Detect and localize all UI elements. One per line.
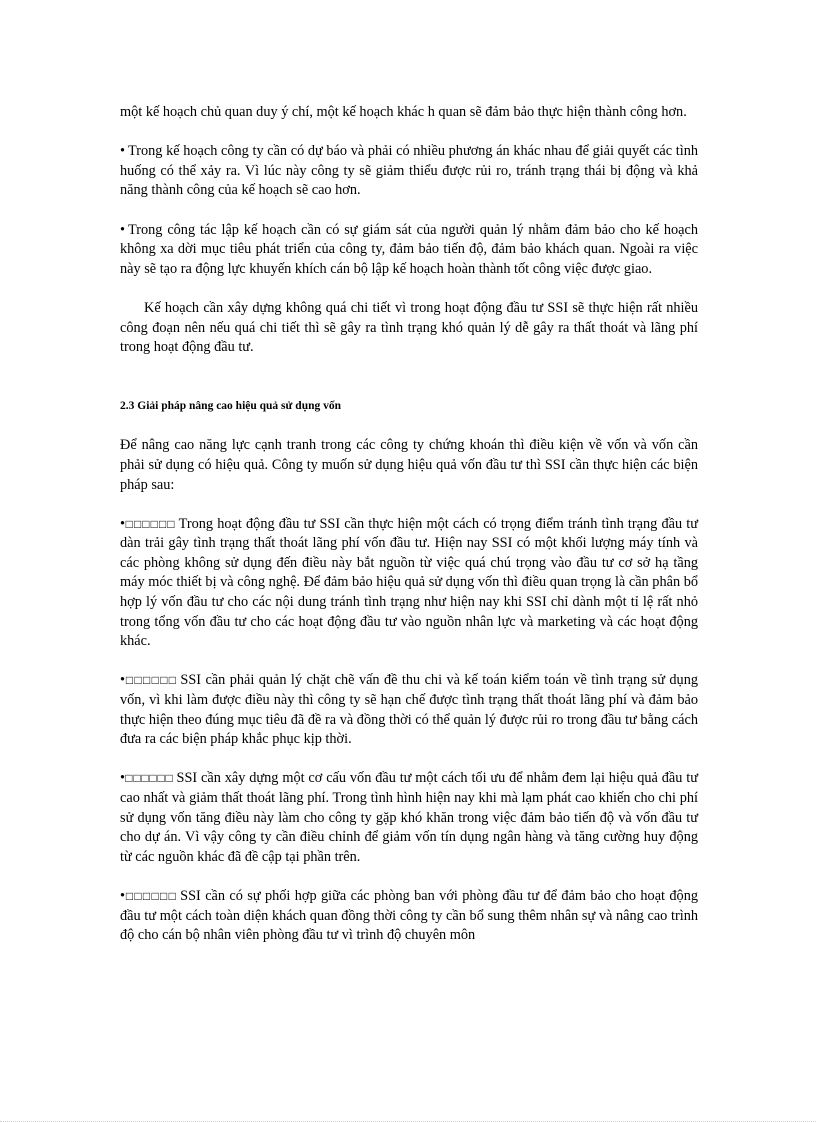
- page-bottom-divider: [0, 1121, 816, 1122]
- bullet-paragraph: [120, 769, 698, 867]
- bullet-icon: •: [120, 143, 126, 160]
- paragraph: [120, 299, 698, 358]
- bullet-paragraph: [120, 887, 698, 946]
- paragraph-text: Để nâng cao năng lực cạnh tranh trong các công ty chứng khoán thì điều kiện về vốn và vốn cần phải sử dụng có hiệu quả. Công ty muốn sử dụng hiệu quả vốn đầu tư thì SSI cần thực hiện các biện pháp sau:: [120, 437, 698, 493]
- bullet-icon: •: [120, 221, 126, 238]
- bullet-icon: •: [120, 672, 126, 689]
- paragraph-text: Trong công tác lập kế hoạch cần có sự giám sát của người quản lý nhằm đảm bảo cho kế hoạch không xa dời mục tiêu phát triển của công ty, đảm bảo tiến độ, đảm bảo khách quan. Ngoài ra việc này sẽ tạo ra động lực khuyến khích cán bộ lập kế hoạch hoàn thành tốt công việc được giao.: [120, 221, 698, 277]
- bullet-icon: •: [120, 770, 126, 787]
- paragraph: [120, 103, 698, 123]
- bullet-paragraph: [120, 142, 698, 201]
- missing-glyph-boxes: □□□□□□: [125, 516, 176, 531]
- paragraph-text: SSI cần có sự phối hợp giữa các phòng ban với phòng đầu tư để đảm bảo cho hoạt động đầu tư một cách toàn diện khách quan đồng thời công ty cần bổ sung thêm nhân sự và nâng cao trình độ cho cán bộ nhân viên phòng đầu tư vì trình độ chuyên môn: [120, 887, 698, 944]
- bullet-icon: •: [120, 515, 126, 532]
- missing-glyph-boxes: □□□□□□: [125, 673, 178, 688]
- intro-paragraph: [120, 436, 698, 495]
- document-page: [120, 103, 698, 965]
- paragraph-text: Kế hoạch cần xây dựng không quá chi tiết vì trong hoạt động đầu tư SSI sẽ thực hiện rất nhiều công đoạn nên nếu quá chi tiết thì sẽ gây ra tình trạng khó quản lý dễ gây ra thất thoát và lãng phí trong hoạt động đầu tư.: [120, 299, 698, 356]
- paragraph-text: SSI cần phải quản lý chặt chẽ vấn đề thu chi và kế toán kiểm toán về tình trạng sử dụng vốn, vì khi làm được điều này thì công ty sẽ hạn chế được tình trạng thất thoát lãng phí và đảm bảo thực hiện theo đúng mục tiêu đã đề ra và đồng thời có thể quản lý được rủi ro trong đầu tư bằng cách đưa ra các biện pháp khắc phục kịp thời.: [120, 672, 698, 748]
- missing-glyph-boxes: □□□□□□: [125, 771, 174, 786]
- bullet-icon: •: [120, 887, 126, 904]
- missing-glyph-boxes: □□□□□□: [125, 888, 178, 903]
- paragraph-text: một kế hoạch chủ quan duy ý chí, một kế hoạch khác h quan sẽ đảm bảo thực hiện thành công hơn.: [120, 104, 687, 120]
- bullet-paragraph: [120, 221, 698, 280]
- bullet-paragraph: [120, 515, 698, 652]
- paragraph-text: Trong hoạt động đầu tư SSI cần thực hiện một cách có trọng điểm tránh tình trạng đầu tư dàn trải gây tình trạng thất thoát lãng phí vốn đầu tư. Hiện nay SSI có một khối lượng máy tính và các phòng không sử dụng đến điều này bắt nguồn từ việc quá chú trọng vào đầu tư cơ sở hạ tầng máy móc thiết bị và công nghệ. Để đảm bảo hiệu quả sử dụng vốn thì điều quan trọng là cần phân bổ hợp lý vốn đầu tư cho các nội dung tránh tình trạng như hiện nay khi SSI chỉ dành một tỉ lệ rất nhỏ trong tổng vốn đầu tư cho các hoạt động đầu tư vào nguồn nhân lực và marketing và các hoạt động khác.: [120, 515, 698, 650]
- bullet-paragraph: [120, 671, 698, 749]
- paragraph-text: SSI cần xây dựng một cơ cấu vốn đầu tư một cách tối ưu để nhằm đem lại hiệu quả đầu tư cao nhất và giảm thất thoát lãng phí. Trong tình hình hiện nay khi mà lạm phát cao khiến cho chi phí sử dụng vốn tăng điều này làm cho công ty gặp khó khăn trong việc đảm bảo tiến độ và vốn đầu tư cho dự án. Vì vậy công ty cần điều chỉnh để giảm vốn tín dụng ngân hàng và tăng cường huy động từ các nguồn khác đã đề cập tại phần trên.: [120, 770, 698, 865]
- section-heading: 2.3 Giải pháp nâng cao hiệu quả sử dụng vốn: [120, 399, 342, 412]
- paragraph-text: Trong kế hoạch công ty cần có dự báo và phải có nhiều phương án khác nhau để giải quyết các tình huống có thể xảy ra. Vì lúc này công ty sẽ giảm thiểu được rủi ro, tránh trạng thái bị động và khả năng thành công của kế hoạch sẽ cao hơn.: [120, 143, 698, 199]
